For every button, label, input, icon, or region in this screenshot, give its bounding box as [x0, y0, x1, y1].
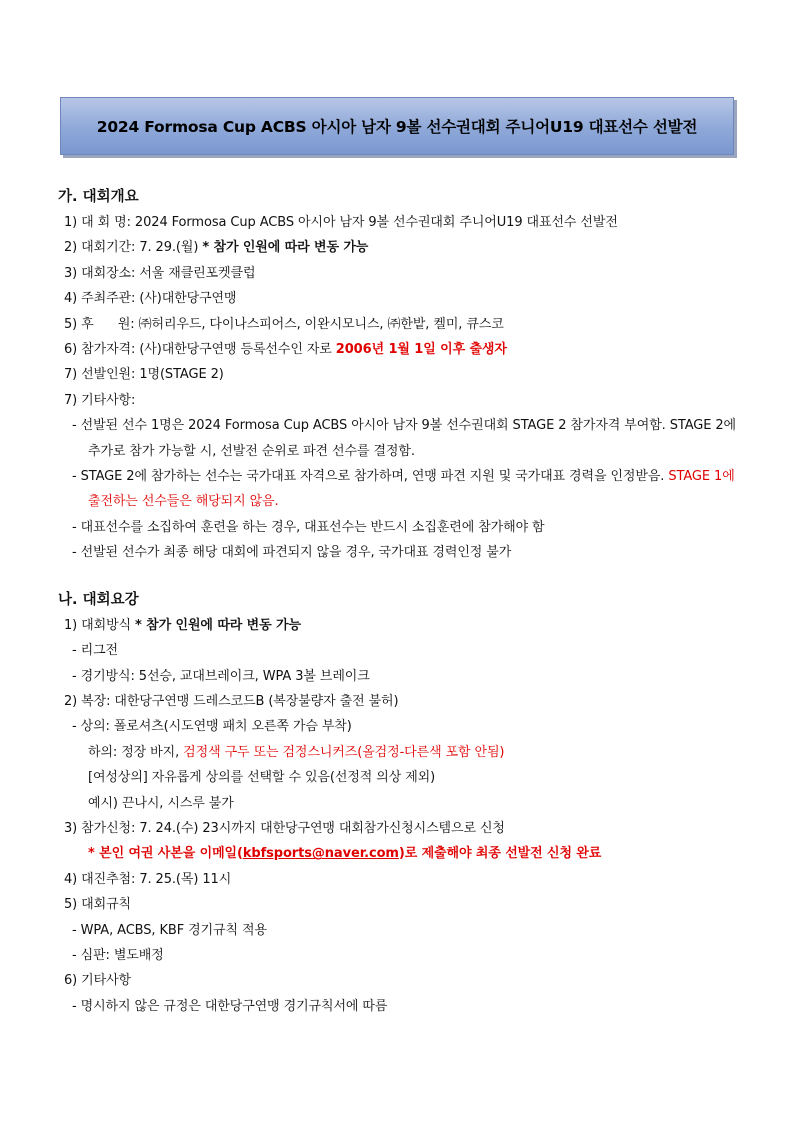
format-note: * 참가 인원에 따라 변동 가능	[135, 617, 301, 633]
dress-top: - 상의: 폴로셔츠(시도연맹 패치 오른쪽 가슴 부착)	[72, 719, 352, 735]
rules-draw: 4) 대진추첨: 7. 25.(목) 11시	[64, 871, 232, 887]
other-item-2-text: - STAGE 2에 참가하는 선수는 국가대표 자격으로 참가하며, 연맹 파견 지원 및 국가대표 경력을 인정받음.	[72, 469, 669, 485]
rules-league: - 리그전	[72, 643, 118, 659]
eligibility-text: 6) 참가자격: (사)대한당구연맹 등록선수인 자로	[64, 342, 336, 358]
rules-match-format: - 경기방식: 5선승, 교대브레이크, WPA 3볼 브레이크	[72, 668, 370, 684]
passport-note-end: )로 제출해야 최종 선발전 신청 완료	[398, 846, 602, 862]
overview-eligibility	[58, 337, 748, 362]
dress-bottom	[58, 740, 748, 765]
period-note: * 참가 인원에 따라 변동 가능	[202, 240, 369, 256]
overview-selection-count: 7) 선발인원: 1명(STAGE 2)	[64, 367, 224, 383]
format-text: 1) 대회방식	[64, 617, 136, 633]
dress-bottom-shoes: 검정색 구두 또는 검정스니커즈(올검정-다른색 포함 안됨)	[183, 744, 505, 760]
page-title: 2024 Formosa Cup ACBS 아시아 남자 9볼 선수권대회 주니어U19 대표선수 선발전	[96, 118, 698, 136]
eligibility-birthdate: 2006년 1월 1일 이후 출생자	[335, 342, 507, 358]
passport-note-start: * 본인 여권 사본을 이메일(	[88, 846, 243, 862]
rules-regulations: 5) 대회규칙	[64, 897, 132, 913]
registration-passport-note	[58, 841, 748, 866]
document-body	[58, 185, 748, 1019]
rules-registration: 3) 참가신청: 7. 24.(수) 23시까지 대한당구연맹 대회참가신청시스템으로 신청	[64, 820, 505, 836]
period-text: 2) 대회기간: 7. 29.(월)	[64, 240, 203, 256]
regulations-applied: - WPA, ACBS, KBF 경기규칙 적용	[72, 922, 267, 938]
rules-format	[58, 613, 748, 638]
overview-venue: 3) 대회장소: 서울 재클린포켓클럽	[64, 265, 256, 281]
overview-event-name: 1) 대 회 명: 2024 Formosa Cup ACBS 아시아 남자 9볼 선수권대회 주니어U19 대표선수 선발전	[64, 215, 618, 230]
rules-other-item: - 명시하지 않은 규정은 대한당구연맹 경기규칙서에 따름	[72, 998, 388, 1014]
overview-organizer: 4) 주최주관: (사)대한당구연맹	[64, 291, 237, 307]
regulations-referee: - 심판: 별도배정	[72, 947, 164, 963]
other-item-2-note: STAGE 1에 출전하는 선수들은 해당되지 않음.	[88, 469, 735, 510]
rules-dress-code: 2) 복장: 대한당구연맹 드레스코드B (복장불량자 출전 불허)	[64, 693, 399, 709]
email-link[interactable]: kbfsports@naver.com	[242, 846, 399, 862]
rules-other: 6) 기타사항	[64, 973, 132, 989]
dress-women-top: [여성상의] 자유롭게 상의를 선택할 수 있음(선정적 의상 제외)	[88, 770, 436, 786]
other-item-3: - 대표선수를 소집하여 훈련을 하는 경우, 대표선수는 반드시 소집훈련에 참가해야 함	[72, 519, 545, 535]
dress-bottom-text: 하의: 정장 바지,	[88, 744, 184, 760]
section-heading-rules: 나. 대회요강	[58, 591, 139, 608]
overview-other-heading: 7) 기타사항:	[64, 392, 136, 408]
other-item-2	[58, 464, 748, 515]
title-banner	[60, 97, 734, 155]
other-item-4: - 선발된 선수가 최종 해당 대회에 파견되지 않을 경우, 국가대표 경력인정 불가	[72, 545, 512, 561]
dress-example: 예시) 끈나시, 시스루 불가	[88, 795, 234, 811]
overview-period	[58, 235, 748, 260]
other-item-1: - 선발된 선수 1명은 2024 Formosa Cup ACBS 아시아 남자 9볼 선수권대회 STAGE 2 참가자격 부여함. STAGE 2에 추가로 참가 가능할 시, 선발전 순위로 파견 선수를 결정함.	[72, 418, 737, 459]
overview-sponsors: 5) 후 원: ㈜허리우드, 다이나스피어스, 이완시모니스, ㈜한밭, 켈미, 큐스코	[64, 316, 504, 332]
section-heading-overview: 가. 대회개요	[58, 189, 139, 205]
